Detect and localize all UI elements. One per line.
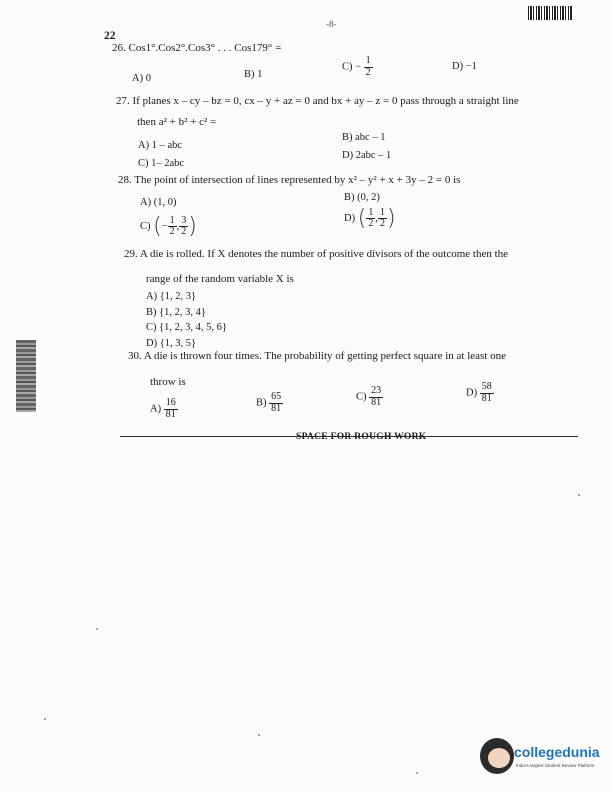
q30-option-b — [256, 392, 283, 414]
mascot-icon — [480, 738, 514, 774]
speck — [258, 734, 260, 736]
q30-option-a-label: A) — [150, 403, 162, 415]
q29-option-c: C) {1, 2, 3, 4, 5, 6} — [146, 322, 227, 333]
q30-c-fraction — [369, 386, 383, 408]
q30-option-d — [466, 382, 494, 404]
collegedunia-logo — [478, 738, 598, 778]
speck — [44, 718, 46, 720]
q30-b-fraction — [269, 392, 283, 414]
q30-option-b-label: B) — [256, 397, 267, 409]
barcode — [528, 6, 572, 20]
q30-option-c — [356, 386, 383, 408]
q30-d-fraction — [480, 382, 494, 404]
rough-work-label: SPACE FOR ROUGH WORK — [296, 432, 427, 442]
q27-option-c: C) 1– 2abc — [138, 158, 185, 169]
q30-option-c-label: C) — [356, 391, 367, 403]
q30-b-den: 81 — [271, 402, 282, 414]
page-number: 22 — [104, 30, 116, 42]
question-27-line2: then a² + b² + c² = — [137, 116, 217, 128]
q28-option-b: B) (0, 2) — [344, 192, 380, 203]
q30-d-num: 58 — [481, 381, 492, 392]
question-26-text: 26. Cos1°.Cos2°.Cos3° . . . Cos179° = — [112, 42, 282, 54]
q26-option-c-fraction — [364, 56, 373, 78]
q30-option-a — [150, 398, 178, 420]
q26-option-c-sign: − — [355, 61, 362, 73]
question-27-line1: 27. If planes x – cy – bz = 0, cx – y + az = 0 and bx + ay – z = 0 pass through a straight line — [116, 95, 519, 107]
q30-a-fraction — [164, 398, 178, 420]
question-30-line1: 30. A die is thrown four times. The probability of getting perfect square in at least one — [128, 350, 506, 362]
q27-option-d: D) 2abc – 1 — [342, 150, 392, 161]
q28-option-d: D) ( $\frac{1}{2}$ , $\frac{1}{2}$ ) — [344, 206, 396, 231]
q26-option-c — [342, 56, 373, 78]
q28-option-c: C) (− $\frac{1}{2}$ , $\frac{3}{2}$ ) — [140, 214, 197, 239]
page-label: -8- — [326, 19, 337, 29]
q28-c-x-den: 2 — [169, 226, 175, 237]
question-29-line1: 29. A die is rolled. If X denotes the number of positive divisors of the outcome then the — [124, 248, 509, 260]
q26-c-num: 1 — [365, 55, 371, 66]
q28-c-x-sign: − — [161, 220, 168, 232]
q26-option-b: B) 1 — [244, 69, 263, 80]
q26-c-den: 2 — [365, 66, 371, 78]
question-28-text: 28. The point of intersection of lines represented by x² – y² + x + 3y – 2 = 0 is — [118, 174, 461, 186]
q26-option-a: A) 0 — [132, 73, 151, 84]
logo-brand-text: collegedunia — [514, 744, 600, 760]
q26-option-c-label: C) — [342, 61, 353, 73]
q28-c-x-fraction — [168, 216, 177, 238]
q28-d-x-fraction — [366, 208, 375, 230]
q28-c-y-num: 3 — [181, 214, 187, 226]
q28-d-x-num: 1 — [368, 206, 374, 218]
q30-d-den: 81 — [481, 392, 492, 404]
scan-stamp-mark — [16, 340, 36, 412]
q28-d-y-num: 1 — [379, 206, 385, 218]
q26-option-d: D) −1 — [452, 61, 477, 72]
q30-b-num: 65 — [271, 391, 282, 402]
question-30-line2: throw is — [150, 376, 186, 388]
q29-option-b: B) {1, 2, 3, 4} — [146, 307, 206, 318]
logo-tagline: India's largest Student Review Platform — [516, 763, 595, 768]
q30-a-den: 81 — [165, 408, 176, 420]
q28-d-y-den: 2 — [379, 218, 385, 229]
q28-d-x-den: 2 — [368, 218, 374, 229]
q29-option-a: A) {1, 2, 3} — [146, 291, 197, 302]
q30-c-num: 23 — [371, 385, 382, 396]
question-29-line2: range of the random variable X is — [146, 273, 294, 285]
q28-c-x-num: 1 — [169, 214, 175, 226]
speck — [96, 628, 98, 630]
q29-option-d: D) {1, 3, 5} — [146, 338, 197, 349]
q28-option-a: A) (1, 0) — [140, 197, 177, 208]
q30-c-den: 81 — [371, 396, 382, 408]
q30-a-num: 16 — [165, 397, 176, 408]
q27-option-b: B) abc – 1 — [342, 132, 386, 143]
q28-c-y-fraction — [179, 216, 188, 238]
q28-option-d-label: D) — [344, 212, 356, 224]
q28-d-y-fraction — [378, 208, 387, 230]
speck — [416, 772, 418, 774]
q30-option-d-label: D) — [466, 387, 478, 399]
q28-option-c-label: C) — [140, 220, 151, 232]
speck — [578, 494, 580, 496]
q28-c-y-den: 2 — [181, 226, 187, 237]
q27-option-a: A) 1 – abc — [138, 140, 183, 151]
